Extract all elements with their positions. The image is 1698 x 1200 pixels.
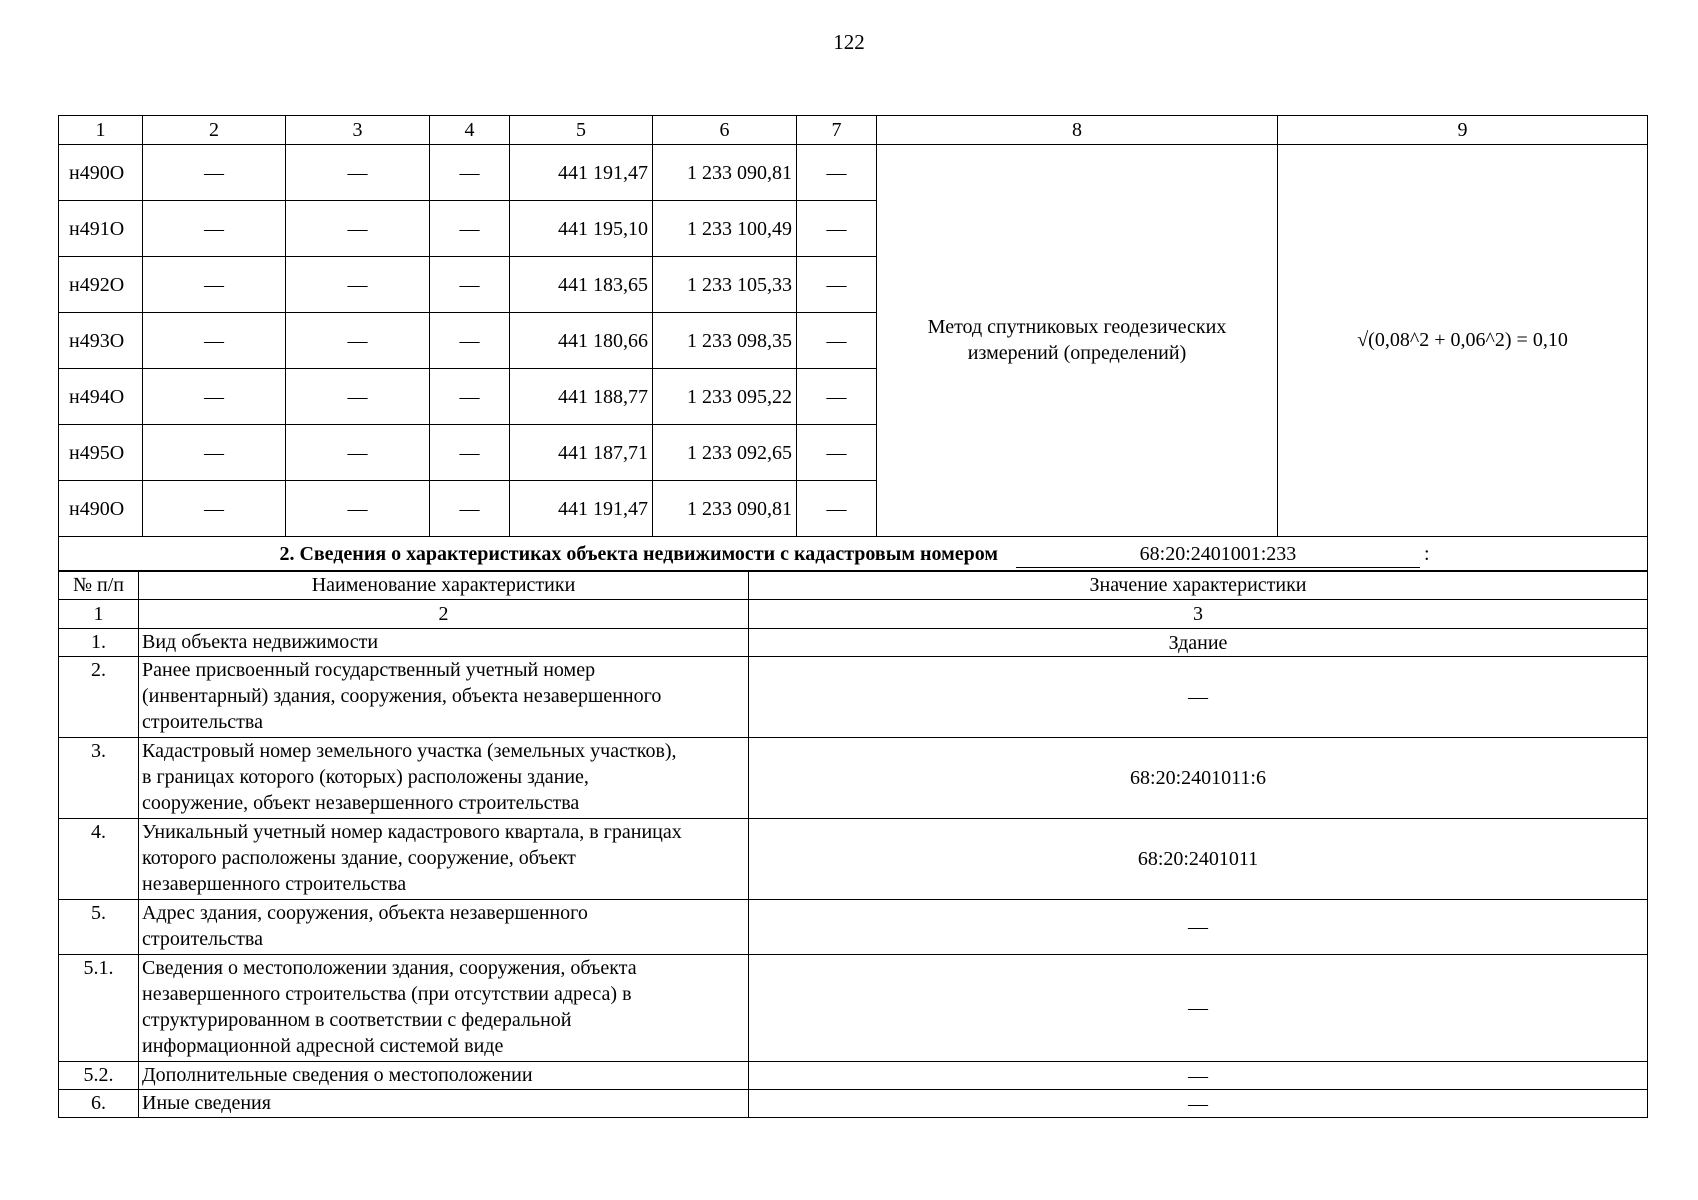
table-row	[59, 629, 1648, 657]
dash-cell: —	[797, 481, 877, 537]
chars-numbers-row	[59, 600, 1648, 629]
dash-cell: —	[143, 201, 286, 257]
dash-cell: —	[430, 313, 510, 369]
name-line: Адрес здания, сооружения, объекта незавершенного	[142, 902, 588, 924]
coord-y: 1 233 092,65	[653, 425, 797, 481]
coords-header-cell: 7	[797, 116, 877, 145]
coord-y: 1 233 090,81	[653, 481, 797, 537]
accuracy-cell: √(0,08^2 + 0,06^2) = 0,10	[1278, 145, 1648, 537]
characteristic-name	[139, 738, 749, 819]
characteristic-name	[139, 1062, 749, 1090]
characteristic-value: —	[749, 1090, 1648, 1118]
coord-y: 1 233 105,33	[653, 257, 797, 313]
table-row	[59, 657, 1648, 738]
name-line: в границах которого (которых) расположены здание,	[142, 766, 589, 788]
dash-cell: —	[430, 257, 510, 313]
characteristic-name	[139, 657, 749, 738]
row-number: 5.2.	[59, 1062, 139, 1090]
characteristic-name	[139, 900, 749, 955]
name-line: Дополнительные сведения о местоположении	[142, 1064, 533, 1086]
dash-cell: —	[286, 369, 430, 425]
row-number: 4.	[59, 819, 139, 900]
point-name: н491О	[59, 201, 143, 257]
row-number: 6.	[59, 1090, 139, 1118]
characteristic-name	[139, 1090, 749, 1118]
chars-header-cell: Значение характеристики	[749, 571, 1648, 600]
coords-header-cell: 8	[877, 116, 1278, 145]
row-number: 1.	[59, 629, 139, 657]
method-line: измерений (определений)	[967, 341, 1187, 364]
section-title: 2. Сведения о характеристиках объекта недвижимости с кадастровым номером	[279, 542, 998, 565]
table-row	[59, 955, 1648, 1062]
coord-x: 441 183,65	[510, 257, 653, 313]
name-line: Иные сведения	[142, 1092, 271, 1114]
name-line: (инвентарный) здания, сооружения, объекта незавершенного	[142, 685, 662, 707]
coords-header-cell: 3	[286, 116, 430, 145]
coord-x: 441 195,10	[510, 201, 653, 257]
name-line: Кадастровый номер земельного участка (земельных участков),	[142, 740, 677, 762]
column-number: 1	[59, 600, 139, 629]
dash-cell: —	[286, 425, 430, 481]
characteristic-name	[139, 819, 749, 900]
coords-header-cell: 9	[1278, 116, 1648, 145]
characteristic-name	[139, 629, 749, 657]
characteristics-table	[58, 570, 1648, 1118]
coord-y: 1 233 090,81	[653, 145, 797, 201]
dash-cell: —	[286, 257, 430, 313]
point-name: н493О	[59, 313, 143, 369]
coord-y: 1 233 098,35	[653, 313, 797, 369]
characteristic-value: 68:20:2401011:6	[749, 738, 1648, 819]
coordinates-table	[58, 115, 1648, 572]
row-number: 2.	[59, 657, 139, 738]
method-cell	[877, 145, 1278, 537]
name-line: Сведения о местоположении здания, сооружения, объекта	[142, 957, 637, 979]
name-line: строительства	[142, 928, 263, 950]
point-name: н494О	[59, 369, 143, 425]
name-line: информационной адресной системой виде	[142, 1035, 504, 1057]
coord-y: 1 233 100,49	[653, 201, 797, 257]
dash-cell: —	[143, 425, 286, 481]
point-name: н495О	[59, 425, 143, 481]
table-row	[59, 738, 1648, 819]
name-line: незавершенного строительства (при отсутствии адреса) в	[142, 983, 632, 1005]
dash-cell: —	[430, 425, 510, 481]
point-name: н490О	[59, 481, 143, 537]
coords-header-cell: 2	[143, 116, 286, 145]
table-row	[59, 145, 1648, 201]
characteristic-value: 68:20:2401011	[749, 819, 1648, 900]
name-line: незавершенного строительства	[142, 873, 407, 895]
dash-cell: —	[797, 145, 877, 201]
coord-y: 1 233 095,22	[653, 369, 797, 425]
dash-cell: —	[430, 481, 510, 537]
coord-x: 441 188,77	[510, 369, 653, 425]
characteristic-value: —	[749, 657, 1648, 738]
chars-header-cell: Наименование характеристики	[139, 571, 749, 600]
row-number: 5.1.	[59, 955, 139, 1062]
name-line: Уникальный учетный номер кадастрового квартала, в границах	[142, 821, 682, 843]
dash-cell: —	[430, 145, 510, 201]
method-line: Метод спутниковых геодезических	[927, 315, 1227, 338]
coords-header-cell: 6	[653, 116, 797, 145]
chars-header-row	[59, 571, 1648, 600]
page-number: 122	[833, 30, 865, 54]
coord-x: 441 180,66	[510, 313, 653, 369]
characteristic-value: —	[749, 1062, 1648, 1090]
dash-cell: —	[143, 369, 286, 425]
dash-cell: —	[797, 257, 877, 313]
coord-x: 441 191,47	[510, 145, 653, 201]
dash-cell: —	[430, 201, 510, 257]
name-line: которого расположены здание, сооружение, объект	[142, 847, 576, 869]
dash-cell: —	[286, 481, 430, 537]
dash-cell: —	[286, 313, 430, 369]
section-colon: :	[1423, 542, 1430, 565]
name-line: Ранее присвоенный государственный учетный номер	[142, 659, 596, 681]
name-line: сооружение, объект незавершенного строительства	[142, 792, 580, 814]
coords-header-row	[59, 116, 1648, 145]
cadastral-number: 68:20:2401001:233	[1016, 541, 1420, 568]
name-line: строительства	[142, 711, 263, 733]
point-name: н490О	[59, 145, 143, 201]
dash-cell: —	[143, 145, 286, 201]
chars-header-cell: № п/п	[59, 571, 139, 600]
section-title-cell	[59, 537, 1648, 572]
table-row	[59, 819, 1648, 900]
coord-x: 441 191,47	[510, 481, 653, 537]
column-number: 3	[749, 600, 1648, 629]
name-line: Вид объекта недвижимости	[142, 631, 379, 653]
name-line: структурированном в соответствии с федеральной	[142, 1009, 572, 1031]
section-title-row	[59, 537, 1648, 572]
dash-cell: —	[286, 201, 430, 257]
table-row	[59, 1062, 1648, 1090]
dash-cell: —	[143, 257, 286, 313]
table-row	[59, 1090, 1648, 1118]
dash-cell: —	[286, 145, 430, 201]
characteristic-value: —	[749, 900, 1648, 955]
dash-cell: —	[143, 313, 286, 369]
dash-cell: —	[430, 369, 510, 425]
dash-cell: —	[797, 369, 877, 425]
coords-header-cell: 1	[59, 116, 143, 145]
row-number: 5.	[59, 900, 139, 955]
dash-cell: —	[797, 313, 877, 369]
table-row	[59, 900, 1648, 955]
dash-cell: —	[143, 481, 286, 537]
column-number: 2	[139, 600, 749, 629]
dash-cell: —	[797, 201, 877, 257]
coords-header-cell: 5	[510, 116, 653, 145]
coords-header-cell: 4	[430, 116, 510, 145]
characteristic-name	[139, 955, 749, 1062]
dash-cell: —	[797, 425, 877, 481]
row-number: 3.	[59, 738, 139, 819]
point-name: н492О	[59, 257, 143, 313]
coord-x: 441 187,71	[510, 425, 653, 481]
characteristic-value: —	[749, 955, 1648, 1062]
characteristic-value: Здание	[749, 629, 1648, 657]
